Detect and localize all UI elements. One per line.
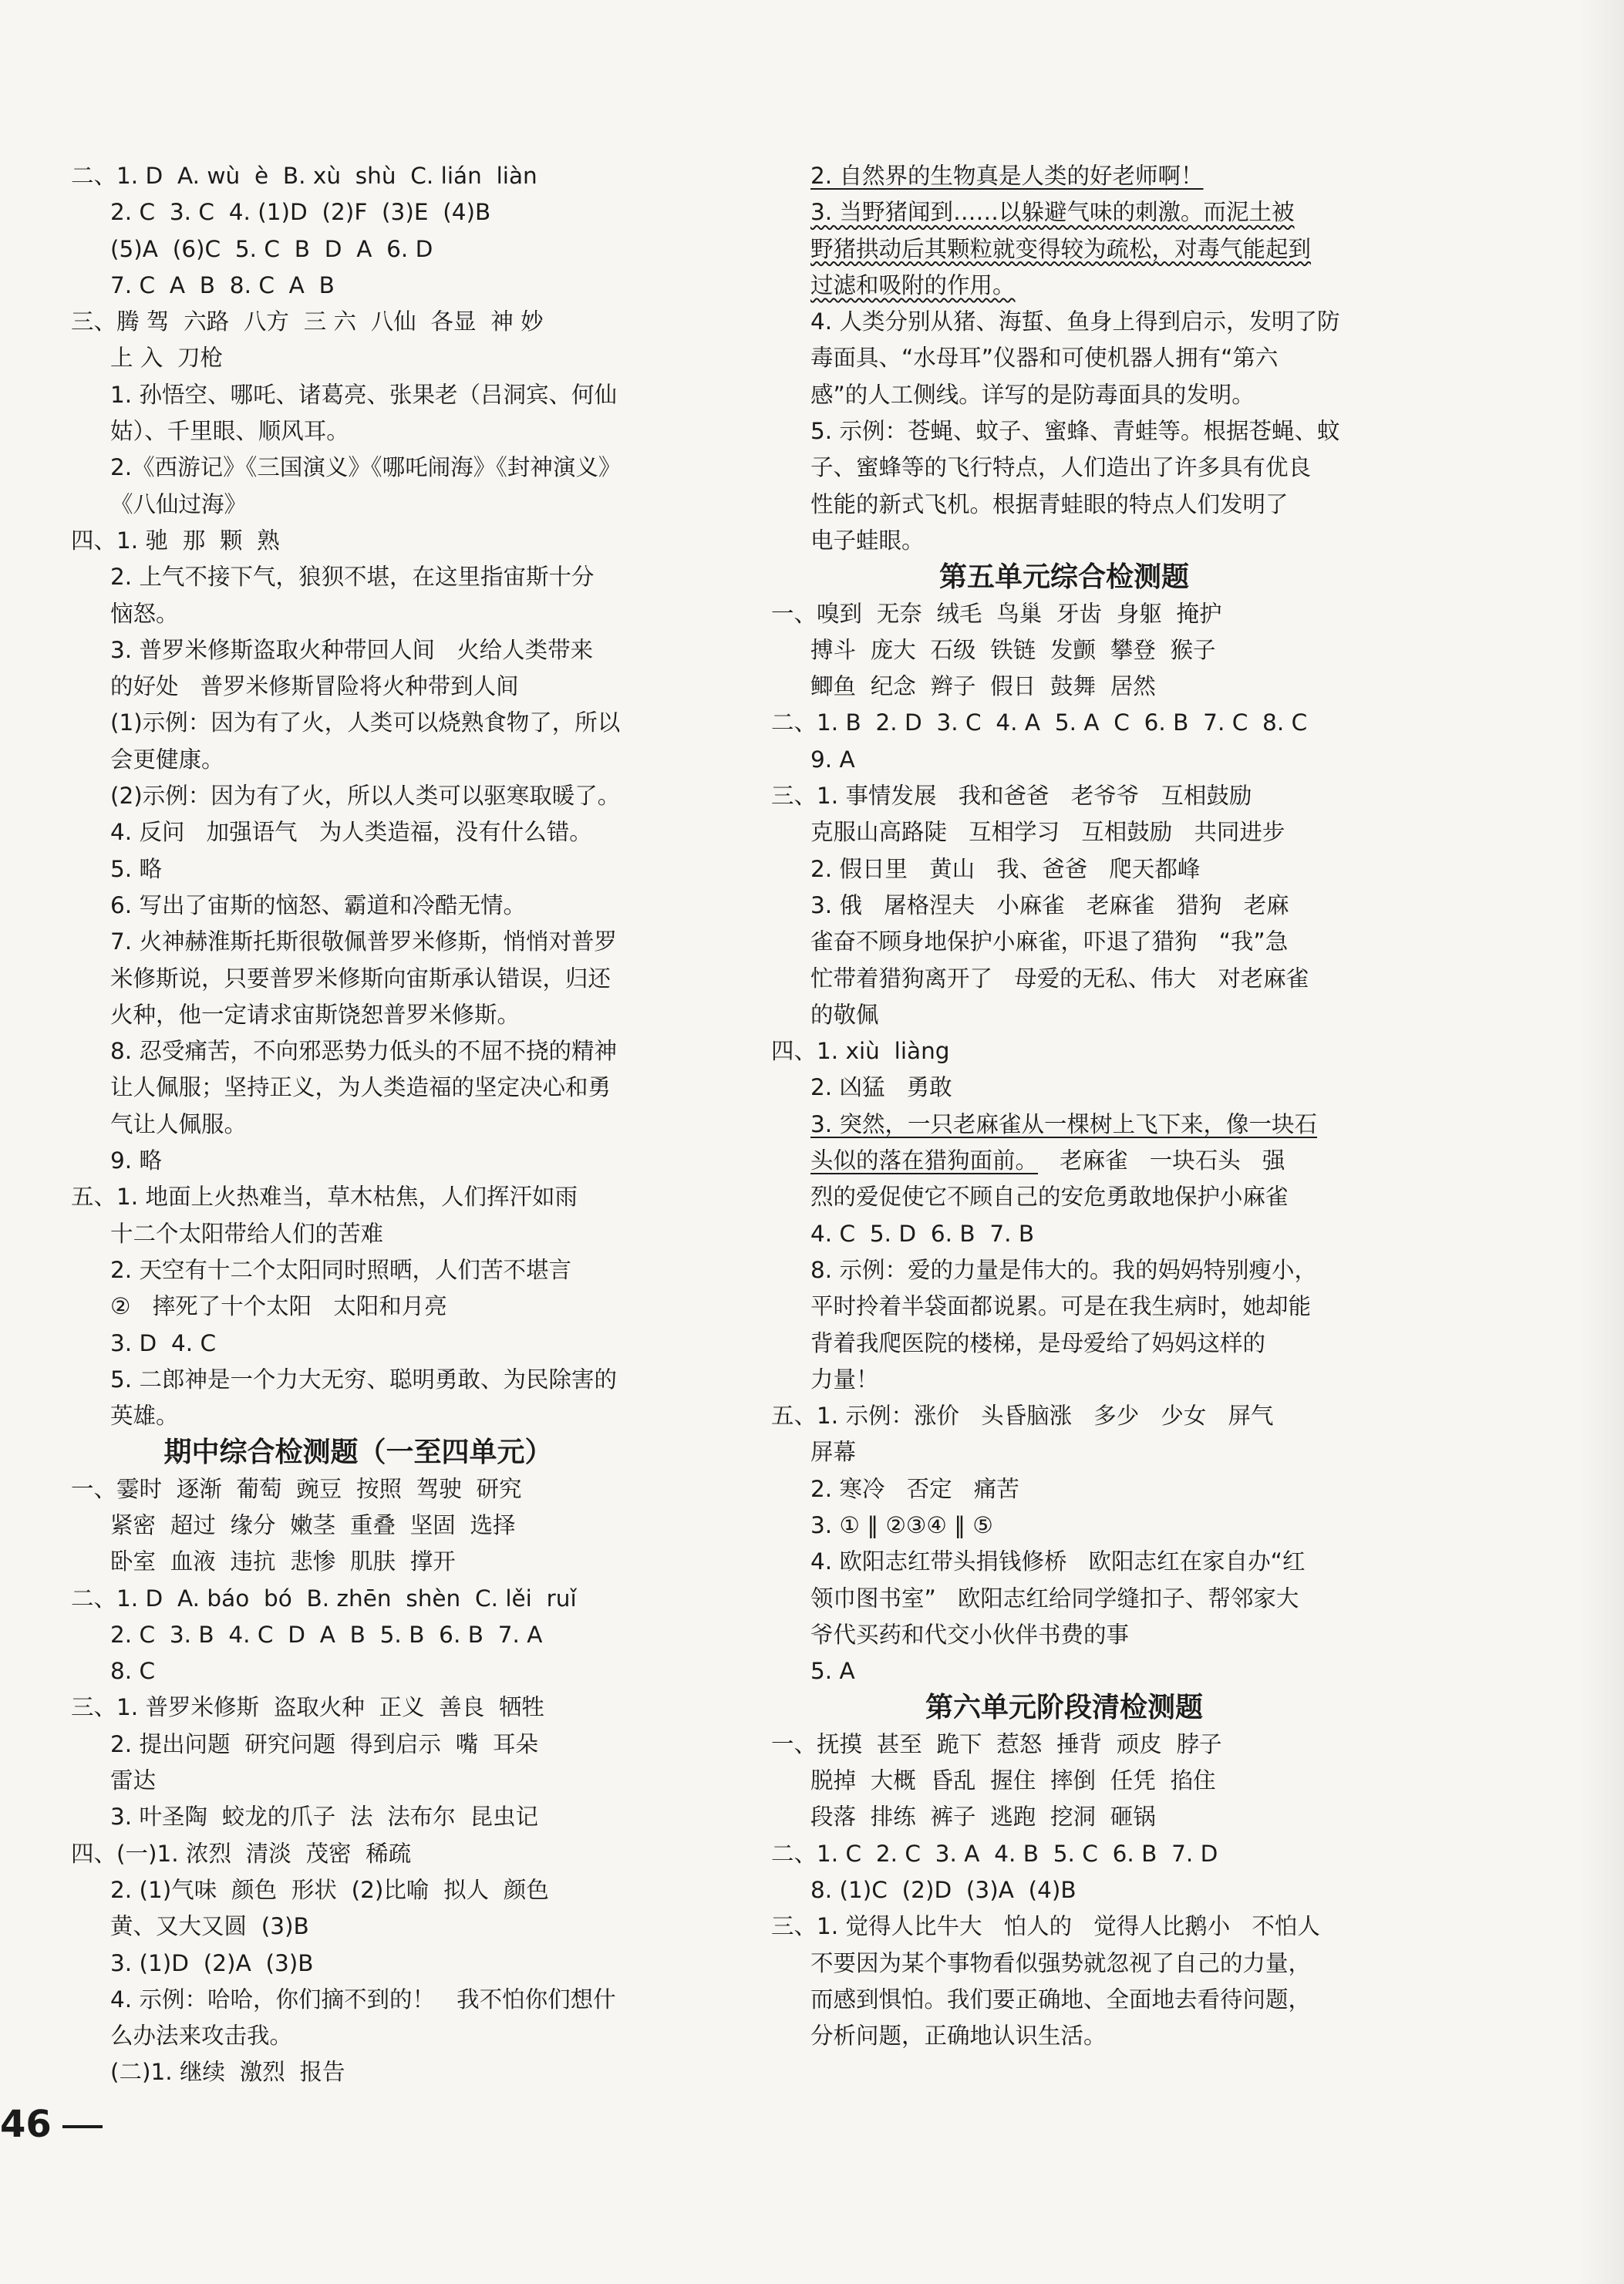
line-text: 力量！ <box>810 1366 879 1393</box>
line-text: 会更健康。 <box>110 746 224 773</box>
line-text: 3. 叶圣陶 蛟龙的爪子 法 法布尔 昆虫记 <box>110 1804 539 1831</box>
answer-line <box>771 1398 1357 1434</box>
line-text: 5. 示例：苍蝇、蚊子、蜜蜂、青蛙等。根据苍蝇、蚊 <box>810 418 1340 445</box>
answer-line <box>771 632 1357 669</box>
line-text: 三、1. 普罗米修斯 盗取火种 正义 善良 牺牲 <box>71 1694 545 1721</box>
answer-line <box>71 1033 645 1070</box>
answer-line <box>71 377 645 413</box>
line-text: 5. 二郎神是一个力大无穷、聪明勇敢、为民除害的 <box>110 1366 618 1393</box>
answer-line <box>771 1653 1357 1689</box>
line-text: 米修斯说，只要普罗米修斯向宙斯承认错误，归还 <box>110 965 612 992</box>
line-text: 让人佩服；坚持正义，为人类造福的坚定决心和勇 <box>110 1074 612 1101</box>
line-text: 一、抚摸 甚至 跪下 惹怒 捶背 顽皮 脖子 <box>771 1730 1222 1757</box>
underlined-text: 头似的落在猎狗面前。 <box>810 1147 1039 1174</box>
answer-line <box>71 1836 645 1872</box>
line-text: 性能的新式飞机。根据青蛙眼的特点人们发明了 <box>810 490 1289 517</box>
answer-line <box>771 413 1357 450</box>
answer-line <box>71 596 645 632</box>
answer-line <box>771 596 1357 632</box>
answer-line <box>71 268 645 304</box>
answer-line <box>71 523 645 559</box>
line-text: 子、蜜蜂等的飞行特点，人们造出了许多具有优良 <box>810 454 1312 481</box>
line-text: 4. 反问 加强语气 为人类造福，没有什么错。 <box>110 819 592 846</box>
line-text: 2. C 3. B 4. C D A B 5. B 6. B 7. A <box>110 1621 543 1648</box>
line-text: 野猪拱动后其颗粒就变得较为疏松，对毒气能起到 <box>810 235 1312 262</box>
answer-line <box>71 1726 645 1763</box>
answer-line <box>71 304 645 340</box>
answer-line <box>771 1326 1357 1362</box>
answer-line <box>71 1653 645 1689</box>
answer-line <box>71 1070 645 1106</box>
line-text: 黄、又大又圆 (3)B <box>110 1913 309 1940</box>
answer-line <box>771 669 1357 705</box>
answer-line <box>771 924 1357 960</box>
line-text: 二、1. C 2. C 3. A 4. B 5. C 6. B 7. D <box>771 1840 1218 1867</box>
line-text: 平时拎着半袋面都说累。可是在我生病时，她却能 <box>810 1293 1312 1320</box>
answer-line <box>771 1362 1357 1398</box>
answer-line <box>771 1434 1357 1470</box>
answer-line <box>771 742 1357 778</box>
answer-line <box>771 705 1357 741</box>
line-text: 8. 忍受痛苦，不向邪恶势力低头的不屈不挠的精神 <box>110 1038 618 1065</box>
line-text: 三、1. 事情发展 我和爸爸 老爷爷 互相鼓励 <box>771 783 1252 810</box>
line-text: 2. C 3. C 4. (1)D (2)F (3)E (4)B <box>110 199 491 226</box>
page-number-dash <box>62 2125 103 2128</box>
heading-text: 第五单元综合检测题 <box>938 561 1189 594</box>
answer-line <box>771 1726 1357 1763</box>
line-text: 2. (1)气味 颜色 形状 (2)比喻 拟人 颜色 <box>110 1876 549 1903</box>
answer-line <box>71 1799 645 1835</box>
line-text: 火种，他一定请求宙斯饶恕普罗米修斯。 <box>110 1001 521 1028</box>
line-text: 三、1. 觉得人比牛大 怕人的 觉得人比鹅小 不怕人 <box>771 1913 1320 1940</box>
answer-line <box>771 1107 1357 1143</box>
answer-line <box>771 1033 1357 1070</box>
answer-line <box>771 1179 1357 1215</box>
answer-line <box>771 1544 1357 1580</box>
line-text: 卧室 血液 违抗 悲惨 肌肤 撑开 <box>110 1548 456 1575</box>
line-text: 2. 提出问题 研究问题 得到启示 嘴 耳朵 <box>110 1730 539 1757</box>
line-text: 五、1. 示例：涨价 头昏脑涨 多少 少女 屏气 <box>771 1403 1274 1430</box>
answer-line <box>771 194 1357 231</box>
line-text: ② 摔死了十个太阳 太阳和月亮 <box>110 1293 447 1320</box>
line-text: 屏幕 <box>810 1439 857 1466</box>
line-text: 一、霎时 逐渐 葡萄 豌豆 按照 驾驶 研究 <box>71 1475 522 1502</box>
answer-line <box>771 997 1357 1033</box>
line-text: 2. 假日里 黄山 我、爸爸 爬天都峰 <box>810 855 1201 882</box>
line-text: 2.《西游记》《三国演义》《哪吒闹海》《封神演义》 <box>110 454 622 481</box>
line-text: 克服山高路陡 互相学习 互相鼓励 共同进步 <box>810 819 1285 846</box>
answer-line <box>71 632 645 669</box>
answer-line <box>771 1982 1357 2018</box>
answer-line <box>771 158 1357 194</box>
line-text: 姑）、千里眼、顺风耳。 <box>110 418 349 445</box>
answer-line <box>771 778 1357 814</box>
line-text: 二、1. D A. wù è B. xù shù C. lián liàn <box>71 163 537 189</box>
answer-line <box>71 1872 645 1908</box>
answer-line <box>771 1216 1357 1252</box>
line-text: 3. 突然，一只老麻雀从一棵树上飞下来，像一块石 <box>810 1110 1318 1137</box>
answer-line <box>71 1289 645 1325</box>
line-text: 四、1. xiù liàng <box>771 1038 950 1065</box>
answer-line <box>771 304 1357 340</box>
line-text: 四、1. 驰 那 颗 熟 <box>71 527 280 554</box>
answer-line <box>771 1872 1357 1908</box>
answer-line <box>71 2054 645 2090</box>
line-text: 背着我爬医院的楼梯，是母爱给了妈妈这样的 <box>810 1329 1266 1356</box>
answer-line <box>71 1908 645 1945</box>
answer-line <box>71 669 645 705</box>
answer-line <box>71 194 645 231</box>
line-text: 上 入 刀枪 <box>110 345 224 372</box>
answer-line <box>771 851 1357 888</box>
answer-line <box>71 1763 645 1799</box>
answer-line <box>71 1544 645 1580</box>
line-text: 4. 人类分别从猪、海蜇、鱼身上得到启示，发明了防 <box>810 308 1340 335</box>
line-text: 3. D 4. C <box>110 1329 217 1356</box>
line-text: (5)A (6)C 5. C B D A 6. D <box>110 235 433 262</box>
answer-line <box>771 961 1357 997</box>
answer-line <box>771 1508 1357 1544</box>
line-text: 5. A <box>810 1658 855 1685</box>
answer-line <box>771 1799 1357 1835</box>
answer-line <box>771 268 1357 304</box>
line-text: 4. 欧阳志红带头捐钱修桥 欧阳志红在家自办“红 <box>810 1548 1306 1575</box>
line-text: 《八仙过海》 <box>110 490 248 517</box>
line-text: 英雄。 <box>110 1403 179 1430</box>
section-heading <box>771 1689 1357 1726</box>
line-text: 3. 俄 屠格涅夫 小麻雀 老麻雀 猎狗 老麻 <box>810 891 1289 918</box>
answer-line <box>71 1945 645 1982</box>
line-text: 雷达 <box>110 1767 157 1794</box>
line-text: 分析问题，正确地认识生活。 <box>810 2023 1107 2050</box>
line-text: 段落 排练 裤子 逃跑 挖洞 砸锅 <box>810 1804 1156 1831</box>
line-text: 老麻雀 一块石头 强 <box>1038 1147 1285 1174</box>
answer-line <box>71 158 645 194</box>
answer-line <box>771 814 1357 851</box>
heading-text: 第六单元阶段清检测题 <box>925 1692 1203 1724</box>
line-text: 2. 自然界的生物真是人类的好老师啊！ <box>810 163 1204 189</box>
answer-line <box>71 1362 645 1398</box>
answer-line <box>71 1326 645 1362</box>
line-text: 领巾图书室” 欧阳志红给同学缝扣子、帮邻家大 <box>810 1585 1299 1612</box>
answer-line <box>71 924 645 960</box>
line-text: 2. 天空有十二个太阳同时照晒，人们苦不堪言 <box>110 1256 572 1283</box>
line-text: 五、1. 地面上火热难当，草木枯焦，人们挥汗如雨 <box>71 1184 578 1211</box>
line-text: 雀奋不顾身地保护小麻雀，吓退了猎狗 “我”急 <box>810 928 1289 955</box>
answer-line <box>71 1216 645 1252</box>
answer-line <box>71 742 645 778</box>
line-text: 紧密 超过 缘分 嫩茎 重叠 坚固 选择 <box>110 1511 516 1538</box>
line-text: 4. 示例：哈哈，你们摘不到的！ 我不怕你们想什 <box>110 1986 616 2013</box>
answer-line <box>771 2018 1357 2054</box>
line-text: 6. 写出了宙斯的恼怒、霸道和冷酷无情。 <box>110 891 527 918</box>
line-text: 脱掉 大概 昏乱 握住 摔倒 任凭 掐住 <box>810 1767 1216 1794</box>
answer-line <box>771 450 1357 486</box>
line-text: 四、(一)1. 浓烈 清淡 茂密 稀疏 <box>71 1840 412 1867</box>
answer-line <box>71 1508 645 1544</box>
answer-line <box>771 1471 1357 1508</box>
line-text: 感”的人工侧线。详写的是防毒面具的发明。 <box>810 381 1255 408</box>
line-text: 5. 略 <box>110 855 163 882</box>
answer-line <box>771 1945 1357 1982</box>
line-text: 8. 示例：爱的力量是伟大的。我的妈妈特别瘦小， <box>810 1256 1318 1283</box>
line-text: 的好处 普罗米修斯冒险将火种带到人间 <box>110 673 519 700</box>
line-text: 2. 凶猛 勇敢 <box>810 1074 952 1101</box>
answer-line <box>771 1617 1357 1653</box>
line-text: 一、嗅到 无奈 绒毛 鸟巢 牙齿 身躯 掩护 <box>771 600 1222 627</box>
line-text: 烈的爱促使它不顾自己的安危勇敢地保护小麻雀 <box>810 1184 1289 1211</box>
answer-line <box>71 559 645 595</box>
answer-line <box>71 1398 645 1434</box>
heading-text: 期中综合检测题（一至四单元） <box>163 1437 553 1469</box>
line-text: 7. 火神赫淮斯托斯很敬佩普罗米修斯，悄悄对普罗 <box>110 928 618 955</box>
line-text: 搏斗 庞大 石级 铁链 发颤 攀登 猴子 <box>810 636 1216 663</box>
page-number-text: 46 <box>0 2103 52 2146</box>
line-text: 9. A <box>810 746 855 773</box>
answer-line <box>771 340 1357 376</box>
answer-line <box>71 231 645 268</box>
answer-line <box>771 1289 1357 1325</box>
line-text: 十二个太阳带给人们的苦难 <box>110 1220 384 1247</box>
answer-line <box>771 523 1357 559</box>
answer-line <box>71 450 645 486</box>
answer-line <box>71 1107 645 1143</box>
line-text: 毒面具、“水母耳”仪器和可使机器人拥有“第六 <box>810 345 1279 372</box>
answer-line <box>71 1252 645 1289</box>
page-number <box>0 2101 103 2148</box>
line-text: 3. ① ‖ ②③④ ‖ ⑤ <box>810 1511 993 1538</box>
page-edge-shadow <box>1578 0 1624 2284</box>
answer-line <box>771 1908 1357 1945</box>
answer-line <box>771 1143 1357 1179</box>
line-text: 么办法来攻击我。 <box>110 2023 293 2050</box>
answer-line <box>71 705 645 741</box>
answer-line <box>71 340 645 376</box>
line-text: 二、1. D A. báo bó B. zhēn shèn C. lěi ruǐ <box>71 1585 577 1612</box>
answer-line <box>771 1252 1357 1289</box>
answer-line <box>71 1143 645 1179</box>
section-heading <box>771 559 1357 595</box>
line-text: 2. 寒冷 否定 痛苦 <box>810 1475 1019 1502</box>
answer-line <box>71 851 645 888</box>
answer-line <box>771 231 1357 268</box>
line-text: 2. 上气不接下气，狼狈不堪，在这里指宙斯十分 <box>110 564 595 591</box>
line-text: 7. C A B 8. C A B <box>110 271 335 298</box>
answer-line <box>71 1179 645 1215</box>
line-text: 不要因为某个事物看似强势就忽视了自己的力量， <box>810 1949 1312 1976</box>
line-text: 9. 略 <box>110 1147 163 1174</box>
line-text: 恼怒。 <box>110 600 179 627</box>
line-text: (二)1. 继续 激烈 报告 <box>110 2059 345 2086</box>
line-text: 的敬佩 <box>810 1001 879 1028</box>
line-text: 二、1. B 2. D 3. C 4. A 5. A C 6. B 7. C 8. C <box>771 709 1308 736</box>
line-text: 气让人佩服。 <box>110 1110 248 1137</box>
answer-line <box>71 487 645 523</box>
line-text: 3. (1)D (2)A (3)B <box>110 1949 314 1976</box>
line-text: (2)示例：因为有了火，所以人类可以驱寒取暖了。 <box>110 783 621 810</box>
answer-line <box>771 1763 1357 1799</box>
answer-line <box>71 2018 645 2054</box>
line-text: 4. C 5. D 6. B 7. B <box>810 1220 1035 1247</box>
answer-line <box>771 487 1357 523</box>
line-text: 爷代买药和代交小伙伴书费的事 <box>810 1621 1130 1648</box>
answer-line <box>71 1982 645 2018</box>
answer-line <box>771 377 1357 413</box>
line-text: 鲫鱼 纪念 辫子 假日 鼓舞 居然 <box>810 673 1156 700</box>
line-text: 三、腾 驾 六路 八方 三 六 八仙 各显 神 妙 <box>71 308 544 335</box>
answer-line <box>71 888 645 924</box>
left-column <box>71 158 645 2091</box>
answer-line <box>71 413 645 450</box>
line-text: 3. 当野猪闻到……以躲避气味的刺激。而泥土被 <box>810 199 1295 226</box>
answer-line <box>771 1836 1357 1872</box>
answer-line <box>71 1581 645 1617</box>
answer-line <box>71 778 645 814</box>
answer-line <box>771 1581 1357 1617</box>
answer-line <box>71 814 645 851</box>
answer-line <box>771 888 1357 924</box>
line-text: 8. C <box>110 1658 156 1685</box>
line-text: 电子蛙眼。 <box>810 527 925 554</box>
section-heading <box>71 1434 645 1470</box>
answer-line <box>71 997 645 1033</box>
line-text: (1)示例：因为有了火，人类可以烧熟食物了，所以 <box>110 709 621 736</box>
line-text: 3. 普罗米修斯盗取火种带回人间 火给人类带来 <box>110 636 594 663</box>
answer-line <box>71 1471 645 1508</box>
right-column <box>771 158 1357 2054</box>
answer-line <box>71 1617 645 1653</box>
line-text: 而感到惧怕。我们要正确地、全面地去看待问题， <box>810 1986 1312 2013</box>
line-text: 忙带着猎狗离开了 母爱的无私、伟大 对老麻雀 <box>810 965 1309 992</box>
line-text: 1. 孙悟空、哪吒、诸葛亮、张果老（吕洞宾、何仙 <box>110 381 618 408</box>
answer-line <box>71 961 645 997</box>
line-text: 过滤和吸附的作用。 <box>810 271 1016 298</box>
answer-line <box>71 1689 645 1726</box>
answer-line <box>771 1070 1357 1106</box>
line-text: 8. (1)C (2)D (3)A (4)B <box>810 1876 1076 1903</box>
